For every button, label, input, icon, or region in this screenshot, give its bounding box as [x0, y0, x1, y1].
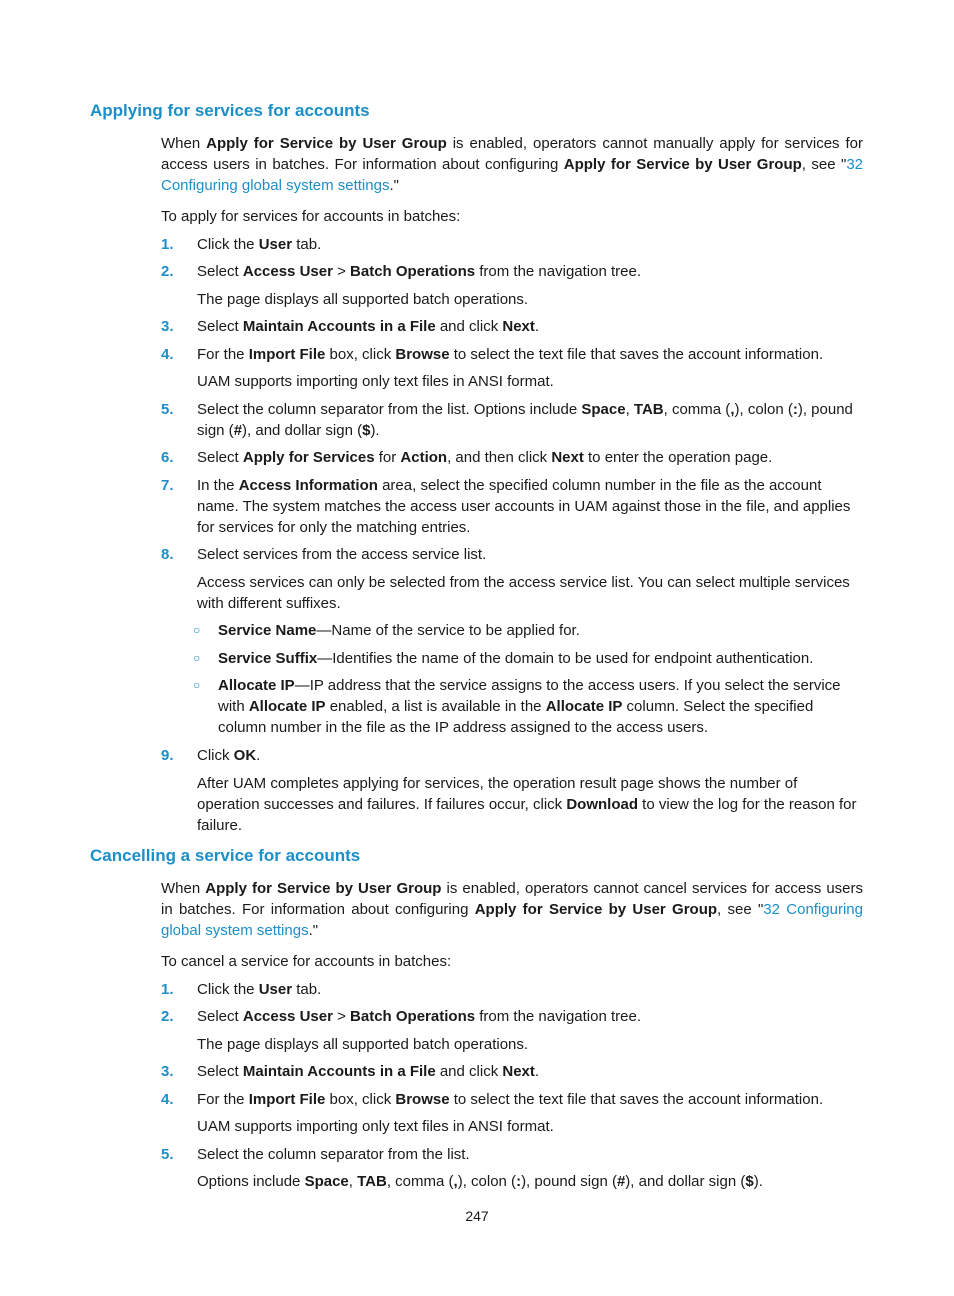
step-text: Click OK.: [197, 747, 261, 764]
step-number: 3.: [161, 318, 174, 335]
section-heading: Applying for services for accounts: [90, 101, 370, 120]
step-text: Select the column separator from the list.: [197, 1146, 470, 1163]
step-number: 1.: [161, 236, 174, 253]
step-note: The page displays all supported batch operations.: [197, 1036, 529, 1053]
page-number: 247: [465, 1208, 489, 1224]
procedure-lead: To cancel a service for accounts in batches:: [161, 953, 452, 970]
step-text: In the Access Information area, select the specified column number in the file as the account name. The system matches the access user accounts in UAM against those in the file, and applies for services for only the matching entries.: [197, 477, 851, 536]
step-text: For the Import File box, click Browse to select the text file that saves the account information.: [197, 1091, 824, 1108]
step-text: Click the User tab.: [197, 236, 322, 253]
step-text: Select Access User > Batch Operations from the navigation tree.: [197, 1008, 642, 1025]
bullet-circle-icon: ○: [193, 623, 201, 637]
step-note: The page displays all supported batch operations.: [197, 291, 529, 308]
step-text: Select Maintain Accounts in a File and click Next.: [197, 1063, 540, 1080]
procedure-lead: To apply for services for accounts in batches:: [161, 208, 461, 225]
step-text: For the Import File box, click Browse to select the text file that saves the account information.: [197, 346, 824, 363]
step-text: Click the User tab.: [197, 981, 322, 998]
step-number: 5.: [161, 1146, 174, 1163]
step-text: Select services from the access service list.: [197, 546, 487, 563]
step-text: Select Maintain Accounts in a File and click Next.: [197, 318, 540, 335]
sub-bullet-text: Allocate IP—IP address that the service assigns to the access users. If you select the service with Allocate IP enabled, a list is available in the Allocate IP column. Select the specified column number in the file as the IP address assigned to the access users.: [218, 677, 841, 736]
step-note: Options include Space, TAB, comma (,), colon (:), pound sign (#), and dollar sign ($).: [197, 1173, 763, 1190]
intro-paragraph: When Apply for Service by User Group is enabled, operators cannot manually apply for services for access users in batches. For information about configuring Apply for Service by User Group, see "32 Configuring global system settings.": [161, 135, 864, 194]
step-note: After UAM completes applying for services, the operation result page shows the number of operation successes and failures. If failures occur, click Download to view the log for the reason for failure.: [197, 775, 857, 834]
step-note: Access services can only be selected from the access service list. You can select multiple services with different suffixes.: [197, 574, 850, 612]
step-text: Select Apply for Services for Action, and then click Next to enter the operation page.: [197, 449, 773, 466]
step-number: 4.: [161, 346, 174, 363]
cross-reference-link[interactable]: 32 Configuring global system settings: [161, 901, 863, 939]
cross-reference-link[interactable]: 32 Configuring global system settings: [161, 156, 864, 194]
step-text: Select the column separator from the list. Options include Space, TAB, comma (,), colon (:), pound sign (#), and dollar sign ($).: [197, 401, 853, 439]
intro-paragraph: When Apply for Service by User Group is enabled, operators cannot cancel services for access users in batches. For information about configuring Apply for Service by User Group, see "32 Configuring global system settings.": [161, 880, 863, 939]
step-number: 7.: [161, 477, 174, 494]
step-text: Select Access User > Batch Operations from the navigation tree.: [197, 263, 642, 280]
sub-bullet-text: Service Suffix—Identifies the name of the domain to be used for endpoint authentication.: [218, 650, 814, 667]
step-number: 6.: [161, 449, 174, 466]
step-number: 4.: [161, 1091, 174, 1108]
step-number: 1.: [161, 981, 174, 998]
step-number: 5.: [161, 401, 174, 418]
step-number: 8.: [161, 546, 174, 563]
section-heading: Cancelling a service for accounts: [90, 846, 361, 865]
bullet-circle-icon: ○: [193, 678, 201, 692]
step-number: 3.: [161, 1063, 174, 1080]
bullet-circle-icon: ○: [193, 651, 201, 665]
step-number: 9.: [161, 747, 174, 764]
step-number: 2.: [161, 263, 174, 280]
step-note: UAM supports importing only text files in ANSI format.: [197, 1118, 554, 1135]
sub-bullet-text: Service Name—Name of the service to be applied for.: [218, 622, 580, 639]
step-note: UAM supports importing only text files in ANSI format.: [197, 373, 554, 390]
step-number: 2.: [161, 1008, 174, 1025]
